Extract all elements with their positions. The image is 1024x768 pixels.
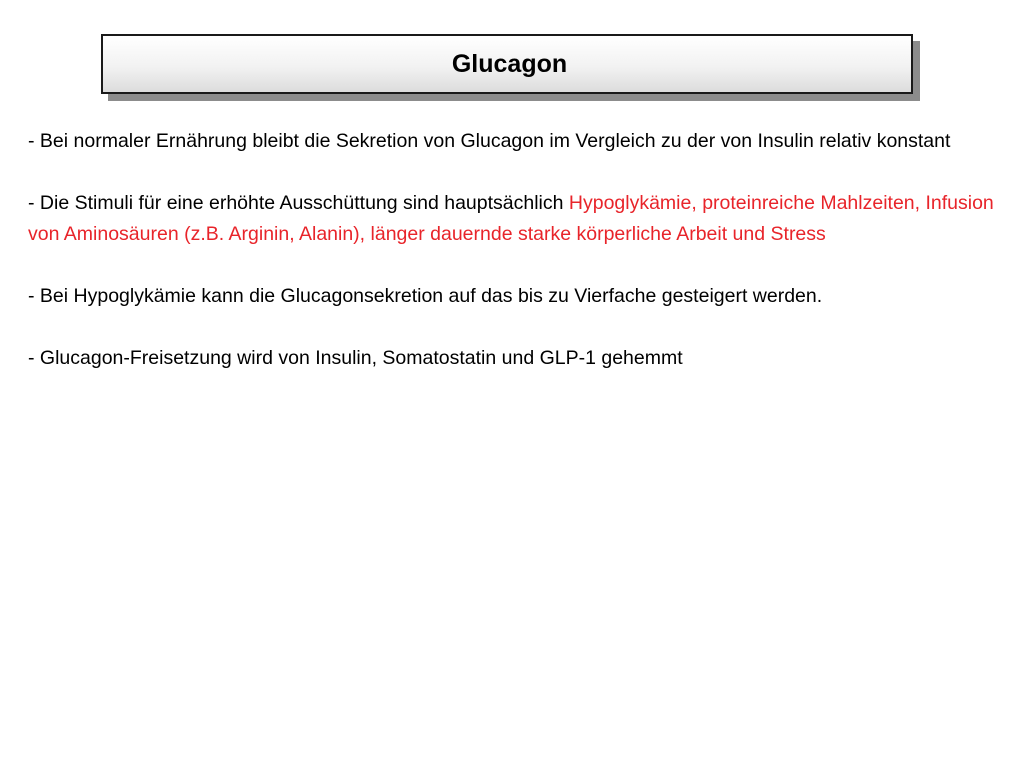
bullet-paragraph-2-highlight: Hypoglykämie, proteinreiche Mahlzeiten, Infusion von Aminosäuren (z.B. Arginin, Alanin), länger dauernde starke körperliche Arbeit und Stress <box>28 192 994 245</box>
bullet-paragraph-4: - Glucagon-Freisetzung wird von Insulin, Somatostatin und GLP-1 gehemmt <box>28 347 683 369</box>
slide-title: Glucagon <box>451 49 568 78</box>
bullet-paragraph-2 <box>28 188 998 250</box>
slide-body <box>28 126 998 405</box>
bullet-paragraph-3: - Bei Hypoglykämie kann die Glucagonsekretion auf das bis zu Vierfache gesteigert werden. <box>28 285 823 307</box>
bullet-paragraph-2-text: - Die Stimuli für eine erhöhte Ausschüttung sind hauptsächlich <box>28 192 569 214</box>
bullet-paragraph-1: - Bei normaler Ernährung bleibt die Sekretion von Glucagon im Vergleich zu der von Insulin relativ konstant <box>28 130 951 152</box>
title-box <box>101 34 913 94</box>
